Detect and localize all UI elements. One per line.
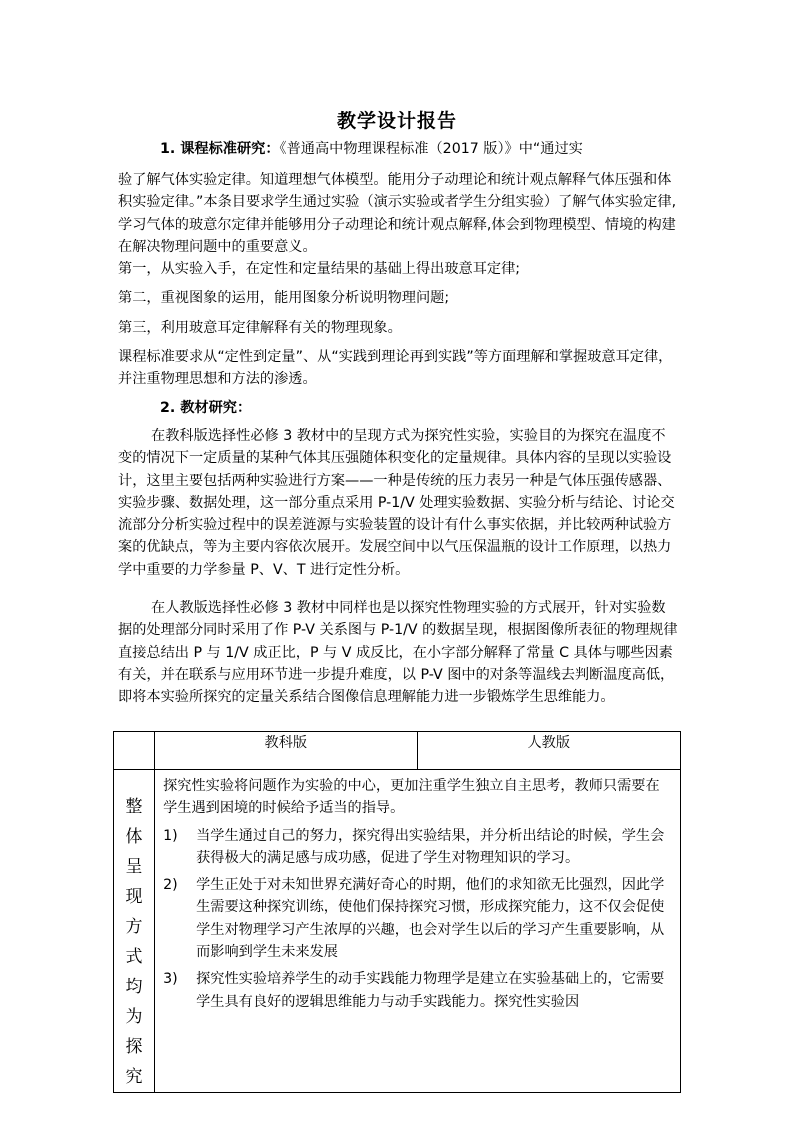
table-header-empty: [114, 732, 155, 770]
table-header-row: [114, 732, 681, 770]
row-label: [114, 770, 155, 1093]
list-item-text: 学生正处于对未知世界充满好奇心的时期，他们的求知欲无比强烈，因此学生需要这种探究训练，使他们保持探究习惯，形成探究能力，这不仅会促使学生对物理学习产生浓厚的兴趣，也会对学生以后的学习产生重要影响，从而影响到学生未来发展: [196, 877, 665, 961]
point-3: 第三，利用玻意耳定律解释有关的物理现象。: [118, 320, 402, 336]
section1-paragraph: 验了解气体实验定律。知道理想气体模型。能用分子动理论和统计观点解释气体压强和体积实验定律。”本条目要求学生通过实验（演示实验或者学生分组实验）了解气体实验定律,学习气体的玻意尔定律并能够用分子动理论和统计观点解释,体会到物理模型、情境的构建在解决物理问题中的重要意义。: [118, 172, 677, 255]
table-intro: 探究性实验将问题作为实验的中心，更加注重学生独立自主思考，教师只需要在学生遇到困境的时候给予适当的指导。: [163, 778, 660, 817]
table-header-jiaoke: 教科版: [155, 732, 417, 770]
row-label-char: 探: [125, 1037, 143, 1057]
section2-paragraph-1: 在教科版选择性必修 3 教材中的呈现方式为探究性实验，实验目的为探究在温度不变的情况下一定质量的某种气体其压强随体积变化的定量规律。具体内容的呈现以实验设计，这里主要包括两种实验进行方案——一种是传统的压力表另一种是气体压强传感器、实验步骤、数据处理，这一部分重点采用 P-1/V 处理实验数据、实验分析与结论、讨论交流部分分析实验过程中的误差涟源与实验装置的设计有什么事实依据，并比较两种试验方案的优缺点，等为主要内容依次展开。发展空间中以气压保温瓶的设计工作原理，以热力学中重要的力学参量 P、V、T 进行定性分析。: [118, 428, 675, 578]
point-1: 第一，从实验入手，在定性和定量结果的基础上得出玻意耳定律;: [118, 261, 521, 277]
list-item-number: 1): [163, 827, 178, 844]
section2-paragraph-2: 在人教版选择性必修 3 教材中同样也是以探究性物理实验的方式展开，针对实验数据的处理部分同时采用了作 P-V 关系图与 P-1/V 的数据呈现，根据图像所表征的物理规律直接总结出 P 与 1/V 成正比，P 与 V 成反比，在小字部分解释了常量 C 具体与哪些因素有关，并在联系与应用环节进一步提升难度，以 P-V 图中的对条等温线去判断温度高低，即将本实验所探究的定量关系结合图像信息理解能力进一步锻炼学生思维能力。: [118, 600, 678, 706]
row-label-char: 究: [125, 1067, 143, 1087]
point-2: 第二，重视图象的运用，能用图象分析说明物理问题;: [118, 290, 450, 306]
list-item: [163, 825, 672, 870]
list-item-number: 2): [163, 877, 178, 894]
section1-heading-line: [160, 138, 680, 160]
row-label-char: 整: [125, 797, 143, 817]
section1-heading: 1. 课程标准研究：: [160, 141, 280, 157]
row-label-char: 体: [125, 827, 143, 847]
row-label-char: 均: [125, 977, 143, 997]
table-header-renjiao: 人教版: [417, 732, 680, 770]
row-label-char: 方: [125, 917, 143, 937]
row-label-char: 式: [125, 947, 143, 967]
section1-heading-tail: 《普通高中物理课程标准（2017 版）》中“通过实: [279, 141, 583, 157]
list-item-text: 当学生通过自己的努力，探究得出实验结果，并分析出结论的时候，学生会获得极大的满足感与成功感，促进了学生对物理知识的学习。: [196, 827, 665, 866]
section2-heading: 2. 教材研究：: [160, 400, 252, 416]
list-item-text: 探究性实验培养学生的动手实践能力物理学是建立在实验基础上的，它需要学生具有良好的逻辑思维能力与动手实践能力。探究性实验因: [196, 971, 665, 1010]
row-label-char: 现: [125, 887, 143, 907]
comparison-table: [113, 731, 681, 1093]
summary-paragraph: 课程标准要求从“定性到定量”、从“实践到理论再到实践”等方面理解和掌握玻意耳定律，并注重物理思想和方法的渗透。: [118, 349, 673, 388]
table-row: [114, 770, 681, 1093]
list-item-number: 3): [163, 971, 178, 988]
list-item: [163, 968, 672, 1013]
row-label-char: 呈: [125, 857, 143, 877]
list-item: [163, 874, 672, 963]
document-title: 教学设计报告: [336, 110, 457, 132]
row-label-char: 为: [125, 1007, 143, 1027]
table-body-cell: [155, 770, 681, 1093]
